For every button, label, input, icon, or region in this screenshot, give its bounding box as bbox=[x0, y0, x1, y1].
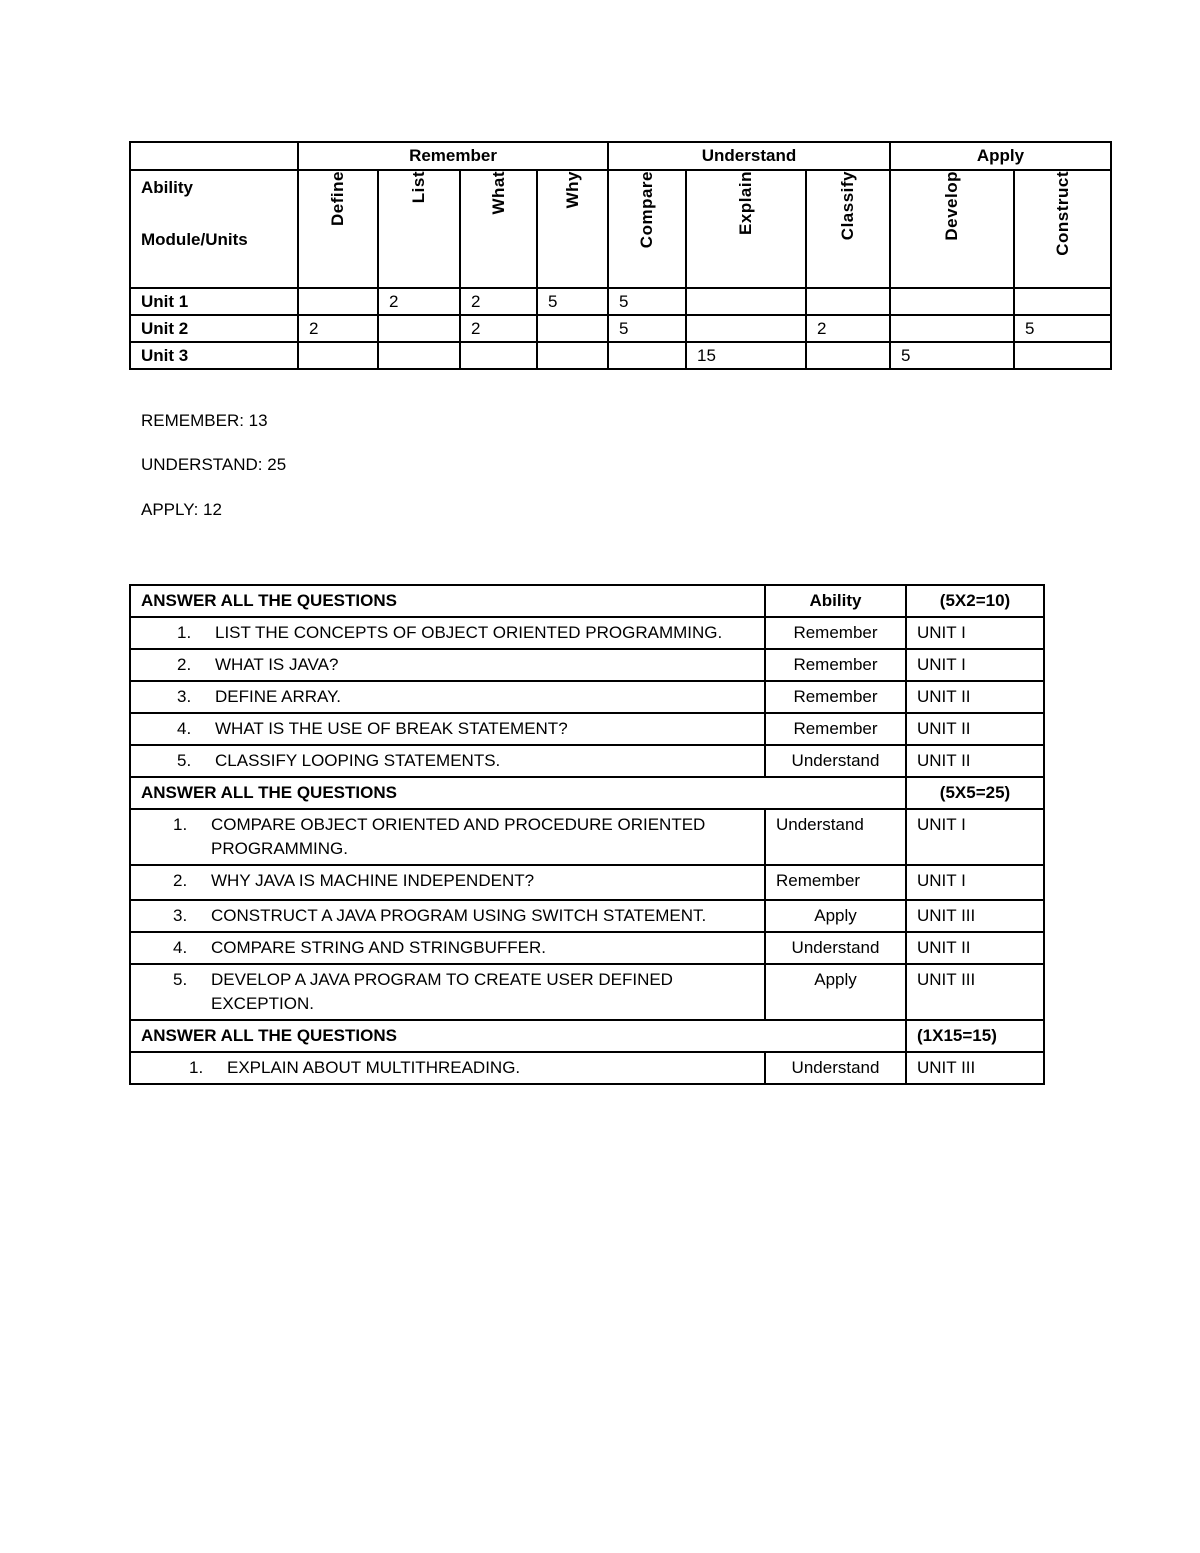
column-header-construct: Construct bbox=[1014, 170, 1111, 288]
table-row bbox=[130, 315, 1111, 342]
question-text: 5. CLASSIFY LOOPING STATEMENTS. bbox=[130, 745, 765, 777]
question-row bbox=[130, 681, 1044, 713]
column-header-why: Why bbox=[537, 170, 608, 288]
table-cell: 2 bbox=[378, 288, 460, 315]
question-text: 4. WHAT IS THE USE OF BREAK STATEMENT? bbox=[130, 713, 765, 745]
group-header-understand: Understand bbox=[608, 142, 890, 170]
table-row bbox=[130, 342, 1111, 369]
question-text: 1. LIST THE CONCEPTS OF OBJECT ORIENTED PROGRAMMING. bbox=[130, 617, 765, 649]
column-header-what: What bbox=[460, 170, 537, 288]
question-unit: UNIT I bbox=[906, 649, 1044, 681]
module-units-label: Module/Units bbox=[141, 230, 248, 249]
table-cell bbox=[537, 342, 608, 369]
question-unit: UNIT II bbox=[906, 681, 1044, 713]
table-cell bbox=[608, 342, 686, 369]
table-cell bbox=[378, 315, 460, 342]
question-text: 3. DEFINE ARRAY. bbox=[130, 681, 765, 713]
question-unit: UNIT III bbox=[906, 1052, 1044, 1084]
column-header-define: Define bbox=[298, 170, 378, 288]
table-cell bbox=[686, 315, 806, 342]
table-cell: 2 bbox=[806, 315, 890, 342]
question-number: 1. bbox=[189, 1058, 204, 1077]
question-number: 1. bbox=[177, 623, 192, 642]
question-number: 4. bbox=[177, 719, 192, 738]
unit-name: Unit 3 bbox=[130, 342, 298, 369]
column-header-compare: Compare bbox=[608, 170, 686, 288]
question-ability: Apply bbox=[765, 900, 906, 932]
table-cell bbox=[890, 315, 1014, 342]
question-row bbox=[130, 1052, 1044, 1084]
question-unit: UNIT III bbox=[906, 964, 1044, 1020]
table-cell bbox=[298, 288, 378, 315]
question-text: 2. WHY JAVA IS MACHINE INDEPENDENT? bbox=[130, 865, 765, 900]
question-text: 5. DEVELOP A JAVA PROGRAM TO CREATE USER DEFINED EXCEPTION. bbox=[130, 964, 765, 1020]
group-header-remember: Remember bbox=[298, 142, 608, 170]
table-cell: 2 bbox=[298, 315, 378, 342]
table-row bbox=[130, 288, 1111, 315]
question-row bbox=[130, 617, 1044, 649]
table-cell: 2 bbox=[460, 288, 537, 315]
table-cell bbox=[806, 342, 890, 369]
question-ability: Remember bbox=[765, 617, 906, 649]
question-row bbox=[130, 649, 1044, 681]
blank-header-cell bbox=[130, 142, 298, 170]
question-unit: UNIT II bbox=[906, 932, 1044, 964]
question-row bbox=[130, 900, 1044, 932]
group-header-apply: Apply bbox=[890, 142, 1111, 170]
unit-name: Unit 2 bbox=[130, 315, 298, 342]
question-number: 5. bbox=[173, 970, 188, 989]
question-unit: UNIT II bbox=[906, 713, 1044, 745]
question-unit: UNIT III bbox=[906, 900, 1044, 932]
table-cell bbox=[686, 288, 806, 315]
summary-understand: UNDERSTAND: 25 bbox=[141, 455, 287, 474]
section-title: ANSWER ALL THE QUESTIONS bbox=[130, 777, 906, 809]
question-number: 2. bbox=[177, 655, 192, 674]
table-cell: 5 bbox=[890, 342, 1014, 369]
question-text: 4. COMPARE STRING AND STRINGBUFFER. bbox=[130, 932, 765, 964]
table-cell bbox=[1014, 288, 1111, 315]
ability-header: Ability bbox=[765, 585, 906, 617]
section-header bbox=[130, 777, 1044, 809]
table-cell: 15 bbox=[686, 342, 806, 369]
question-row bbox=[130, 964, 1044, 1020]
table-cell: 2 bbox=[460, 315, 537, 342]
question-ability: Understand bbox=[765, 745, 906, 777]
question-text: 1. COMPARE OBJECT ORIENTED AND PROCEDURE ORIENTED PROGRAMMING. bbox=[130, 809, 765, 865]
ability-label: Ability bbox=[141, 178, 193, 197]
question-ability: Remember bbox=[765, 681, 906, 713]
question-number: 3. bbox=[173, 906, 188, 925]
table-cell bbox=[298, 342, 378, 369]
section-marks: (5X5=25) bbox=[906, 777, 1044, 809]
ability-module-header bbox=[130, 170, 298, 288]
table-cell bbox=[806, 288, 890, 315]
column-header-explain: Explain bbox=[686, 170, 806, 288]
question-unit: UNIT I bbox=[906, 809, 1044, 865]
question-row bbox=[130, 932, 1044, 964]
blueprint-table bbox=[129, 141, 1112, 370]
question-ability: Remember bbox=[765, 865, 906, 900]
column-header-develop: Develop bbox=[890, 170, 1014, 288]
table-cell bbox=[537, 315, 608, 342]
table-cell: 5 bbox=[537, 288, 608, 315]
question-ability: Remember bbox=[765, 649, 906, 681]
question-unit: UNIT I bbox=[906, 617, 1044, 649]
question-table bbox=[129, 584, 1045, 1085]
table-cell bbox=[1014, 342, 1111, 369]
question-number: 5. bbox=[177, 751, 192, 770]
section-marks: (5X2=10) bbox=[906, 585, 1044, 617]
question-row bbox=[130, 713, 1044, 745]
question-unit: UNIT I bbox=[906, 865, 1044, 900]
section-marks: (1X15=15) bbox=[906, 1020, 1044, 1052]
table-cell: 5 bbox=[1014, 315, 1111, 342]
question-ability: Understand bbox=[765, 809, 906, 865]
table-cell bbox=[460, 342, 537, 369]
question-unit: UNIT II bbox=[906, 745, 1044, 777]
section-title: ANSWER ALL THE QUESTIONS bbox=[130, 1020, 906, 1052]
section-header bbox=[130, 585, 1044, 617]
question-text: 1. EXPLAIN ABOUT MULTITHREADING. bbox=[130, 1052, 765, 1084]
table-cell: 5 bbox=[608, 288, 686, 315]
section-title: ANSWER ALL THE QUESTIONS bbox=[130, 585, 765, 617]
table-cell: 5 bbox=[608, 315, 686, 342]
question-row bbox=[130, 745, 1044, 777]
question-text: 3. CONSTRUCT A JAVA PROGRAM USING SWITCH STATEMENT. bbox=[130, 900, 765, 932]
question-ability: Understand bbox=[765, 932, 906, 964]
question-ability: Apply bbox=[765, 964, 906, 1020]
question-number: 4. bbox=[173, 938, 188, 957]
section-header bbox=[130, 1020, 1044, 1052]
question-text: 2. WHAT IS JAVA? bbox=[130, 649, 765, 681]
column-header-list: List bbox=[378, 170, 460, 288]
table-cell bbox=[378, 342, 460, 369]
unit-name: Unit 1 bbox=[130, 288, 298, 315]
table-cell bbox=[890, 288, 1014, 315]
question-number: 3. bbox=[177, 687, 192, 706]
question-row bbox=[130, 865, 1044, 900]
question-ability: Remember bbox=[765, 713, 906, 745]
question-number: 2. bbox=[173, 871, 188, 890]
summary-remember: REMEMBER: 13 bbox=[141, 411, 268, 430]
question-number: 1. bbox=[173, 815, 188, 834]
column-header-classify: Classify bbox=[806, 170, 890, 288]
summary-apply: APPLY: 12 bbox=[141, 500, 222, 519]
question-ability: Understand bbox=[765, 1052, 906, 1084]
question-row bbox=[130, 809, 1044, 865]
